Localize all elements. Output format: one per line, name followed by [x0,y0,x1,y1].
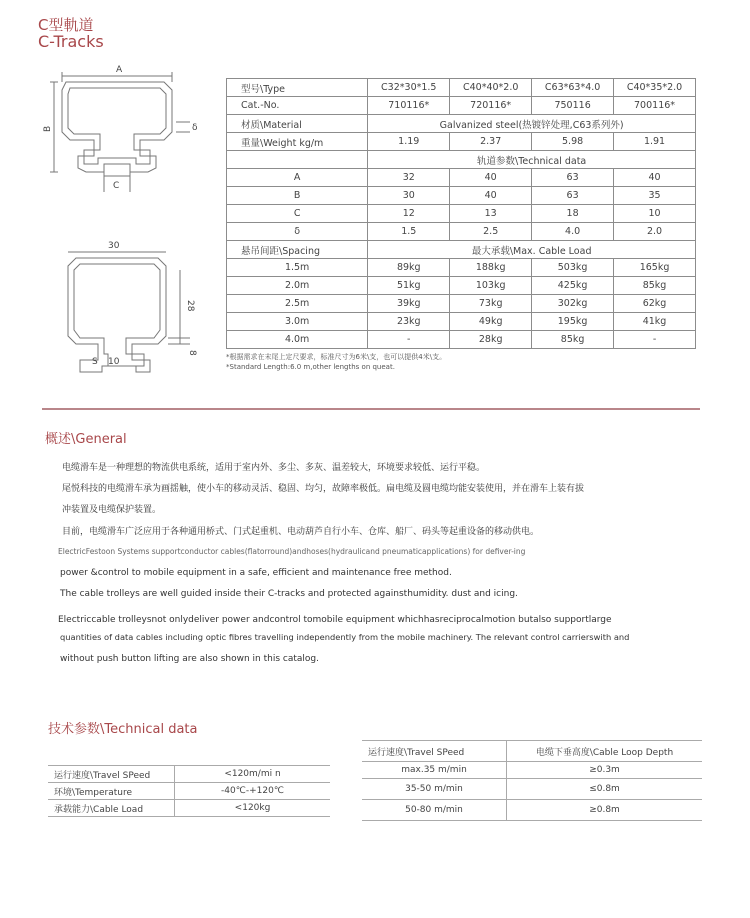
table-cell: C32*30*1.5 [368,79,450,97]
table-cell: 环境\Temperature [48,783,175,800]
general-paragraph: 冲装置及电缆保护装置。 [62,505,162,515]
table-cell: max.35 m/min [362,762,507,779]
table-row [227,241,696,259]
table-cell: 1.5 [368,223,450,241]
general-paragraph: without push button lifting are also shown in this catalog. [60,654,319,664]
table-row [227,313,696,331]
table-cell: 41kg [614,313,696,331]
table-cell: 73kg [450,295,532,313]
table-cell: 2.5 [450,223,532,241]
dim-row-label: C [227,205,368,223]
table-cell: ≥0.8m [507,800,703,821]
table-cell: C63*63*4.0 [532,79,614,97]
dim-delta-label: δ [192,123,198,133]
table-row [362,800,702,821]
table-cell: 运行速度\Travel SPeed [362,741,507,762]
table-row [227,205,696,223]
table-row [227,223,696,241]
table-row [48,783,330,800]
heading-en: C-Tracks [38,32,104,51]
table-cell: 电缆下垂高度\Cable Loop Depth [507,741,703,762]
table-row [362,779,702,800]
table-cell: 35-50 m/min [362,779,507,800]
material-value: Galvanized steel(热镀锌处理,C63系列外) [368,115,696,133]
c-track-diagrams [40,60,220,380]
heading-cn: C型軌道 [38,16,94,34]
dim-row-label: A [227,169,368,187]
table-cell: 85kg [532,331,614,349]
table-cell: 720116* [450,97,532,115]
table-row [227,151,696,169]
dim-row-label: δ [227,223,368,241]
table-row [48,766,330,783]
table-cell: 195kg [532,313,614,331]
table-cell: 302kg [532,295,614,313]
general-title: 概述\General [45,432,127,447]
table-cell: 40 [614,169,696,187]
table-cell: 700116* [614,97,696,115]
table-cell: C40*35*2.0 [614,79,696,97]
load-row-label: 4.0m [227,331,368,349]
dim-row-label: B [227,187,368,205]
tech-table-left [48,765,330,817]
table-cell: - [368,331,450,349]
dim-s-label: S [92,357,98,367]
table-cell: 40 [450,169,532,187]
spec-table [226,78,696,349]
table-cell: 103kg [450,277,532,295]
dim-10-label: 10 [108,357,120,367]
tech-header: 轨道参数\Technical data [368,151,696,169]
table-cell: 62kg [614,295,696,313]
table-cell: <120m/mi n [175,766,331,783]
table-cell: 2.0 [614,223,696,241]
load-row-label: 2.5m [227,295,368,313]
table-cell: - [614,331,696,349]
table-row [227,187,696,205]
general-paragraph: ElectricFestoon Systems supportconductor cables(flatorround)andhoses(hydraulicand pneumaticapplications) for defiver-ing [58,547,526,556]
table-row [362,762,702,779]
table-cell: 710116* [368,97,450,115]
table-cell: 63 [532,187,614,205]
table-cell: 28kg [450,331,532,349]
table-cell: 35 [614,187,696,205]
general-paragraph: 尾悦科技的电缆滑车承为画揺触，使小车的移动灵活、稳固、均匀，故障率极低。扁电缆及圆电缆均能安装使用，并在滑车上装有拔 [62,484,585,494]
load-header: 最大承载\Max. Cable Load [368,241,696,259]
table-row [227,79,696,97]
table-row [227,97,696,115]
dim-a-label: A [116,65,123,75]
table-row [227,133,696,151]
general-paragraph: power &control to mobile equipment in a safe, efficient and maintenance free method. [60,568,452,578]
table-cell: 39kg [368,295,450,313]
table-cell: 49kg [450,313,532,331]
table-cell: 10 [614,205,696,223]
general-paragraph: 电缆滑车是一种理想的物流供电系统，适用于室内外、多尘、多灰、温差较大，环境要求较低、运行平稳。 [62,463,486,473]
table-row [362,741,702,762]
type-label: 型号\Type [227,79,368,97]
table-cell: 5.98 [532,133,614,151]
table-row [227,331,696,349]
table-cell: 63 [532,169,614,187]
table-notes [226,352,446,372]
table-cell: 承载能力\Cable Load [48,800,175,817]
dim-c-label: C [113,181,120,191]
material-label: 材质\Material [227,115,368,133]
section-divider [42,408,700,410]
dim-width-label: 30 [108,241,120,251]
general-paragraph: Electriccable trolleysnot onlydeliver power andcontrol tomobile equipment whichhasreciprocalmotion butalso supportlarge [58,615,612,625]
table-row [227,259,696,277]
table-row [227,295,696,313]
tech-table-right [362,740,702,821]
table-cell: 50-80 m/min [362,800,507,821]
table-cell: 85kg [614,277,696,295]
dim-thickness-label: 8 [187,350,197,356]
load-row-label: 1.5m [227,259,368,277]
table-cell: 2.37 [450,133,532,151]
table-cell: 18 [532,205,614,223]
table-cell: ≤0.8m [507,779,703,800]
table-row [227,169,696,187]
general-paragraph: The cable trolleys are well guided inside their C-tracks and protected againsthumidity. dust and icing. [60,589,518,599]
table-cell: 51kg [368,277,450,295]
cat-label: Cat.-No. [227,97,368,115]
technical-title: 技术参数\Technical data [48,722,198,737]
general-paragraph: quantities of data cables including optic fibres travelling independently from the mobile machinery. The relevant control carrierswith and [60,632,630,642]
table-cell: 503kg [532,259,614,277]
load-row-label: 3.0m [227,313,368,331]
table-cell: <120kg [175,800,331,817]
table-cell: 425kg [532,277,614,295]
note-cn: *根据需求在末尾上定尺要求，标准尺寸为6米\支，也可以提供4米\支。 [226,353,447,361]
table-row [227,115,696,133]
general-paragraph: 目前，电缆滑车广泛应用于各种通用桥式、门式起重机、电动葫芦自行小车、仓库、船厂、码头等起重设备的移动供电。 [62,527,540,537]
table-cell: 4.0 [532,223,614,241]
table-cell: -40℃-+120℃ [175,783,331,800]
weight-label: 重量\Weight kg/m [227,133,368,151]
table-cell: 13 [450,205,532,223]
table-cell: 40 [450,187,532,205]
table-cell: 12 [368,205,450,223]
table-cell: 188kg [450,259,532,277]
dim-height-label: 28 [185,300,195,312]
table-cell: ≥0.3m [507,762,703,779]
table-cell: 1.91 [614,133,696,151]
spacing-label: 悬吊间距\Spacing [227,241,368,259]
note-en: *Standard Length:6.0 m,other lengths on queat. [226,363,395,371]
table-cell [227,151,368,169]
table-cell: 165kg [614,259,696,277]
dim-b-label: B [43,125,53,132]
table-cell: 23kg [368,313,450,331]
table-cell: 32 [368,169,450,187]
load-row-label: 2.0m [227,277,368,295]
table-cell: C40*40*2.0 [450,79,532,97]
table-cell: 30 [368,187,450,205]
table-cell: 1.19 [368,133,450,151]
table-cell: 750116 [532,97,614,115]
table-cell: 89kg [368,259,450,277]
table-cell: 运行速度\Travel SPeed [48,766,175,783]
table-row [48,800,330,817]
table-row [227,277,696,295]
